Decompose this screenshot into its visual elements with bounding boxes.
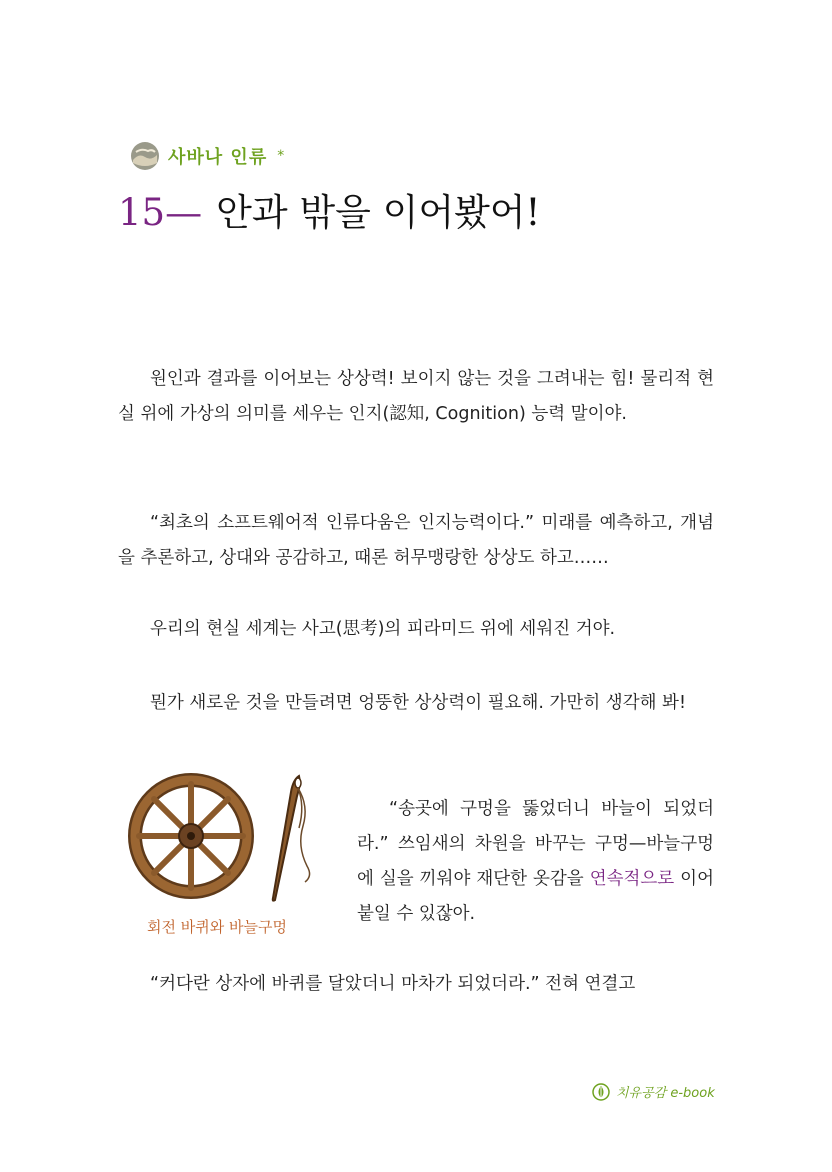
paragraph-4-text: 뭔가 새로운 것을 만들려면 엉뚱한 상상력이 필요해. 가만히 생각해 봐! [150, 693, 686, 713]
landscape-circle-icon [130, 141, 160, 171]
paragraph-6 [118, 967, 714, 1002]
paragraph-3-text: 우리의 현실 세계는 사고(思考)의 피라미드 위에 세워진 거야. [150, 619, 616, 639]
awl-needle-icon [273, 776, 310, 901]
paragraph-5-highlight: 연속적으로 [589, 869, 675, 889]
paragraph-6-text: “커다란 상자에 바퀴를 달았더니 마차가 되었더라.” 전혀 연결고 [150, 974, 636, 994]
paragraph-2 [118, 506, 714, 576]
title-text: 안과 밖을 이어봤어! [216, 191, 541, 234]
title-dash: — [165, 191, 203, 234]
paragraph-5-text: “송곳에 구멍을 뚫었더니 바늘이 되었더라.” 쓰임새의 차원을 바꾸는 구멍—바늘구멍에 실을 끼워야 재단한 옷감을 [357, 799, 714, 889]
wooden-wheel-icon [135, 780, 247, 892]
paragraph-5 [357, 792, 714, 932]
chapter-number: 15 [118, 191, 166, 234]
paragraph-5-tail: 이어 붙일 수 있잖아. [357, 869, 714, 924]
paragraph-1 [118, 362, 714, 432]
paragraph-4 [118, 686, 714, 721]
paragraph-1-text: 원인과 결과를 이어보는 상상력! 보이지 않는 것을 그려내는 힘! 물리적 현실 위에 가상의 의미를 세우는 인지(認知, Cognition) 능력 말이야. [118, 369, 714, 424]
leaf-emblem-icon [592, 1083, 610, 1101]
page-title [118, 182, 540, 236]
paragraph-2-text: “최초의 소프트웨어적 인류다움은 인지능력이다.” 미래를 예측하고, 개념을 추론하고, 상대와 공감하고, 때론 허무맹랑한 상상도 하고…… [118, 513, 714, 568]
footer-brand [592, 1082, 715, 1101]
figure-caption: 회전 바퀴와 바늘구멍 [147, 918, 287, 936]
paragraph-3 [118, 612, 714, 647]
series-badge [130, 141, 284, 171]
footer-label: 치유공감 e-book [616, 1086, 715, 1101]
figure-wheel-and-awl [127, 766, 317, 906]
series-mark: * [277, 148, 285, 164]
series-label: 사바나 인류 [168, 147, 268, 168]
